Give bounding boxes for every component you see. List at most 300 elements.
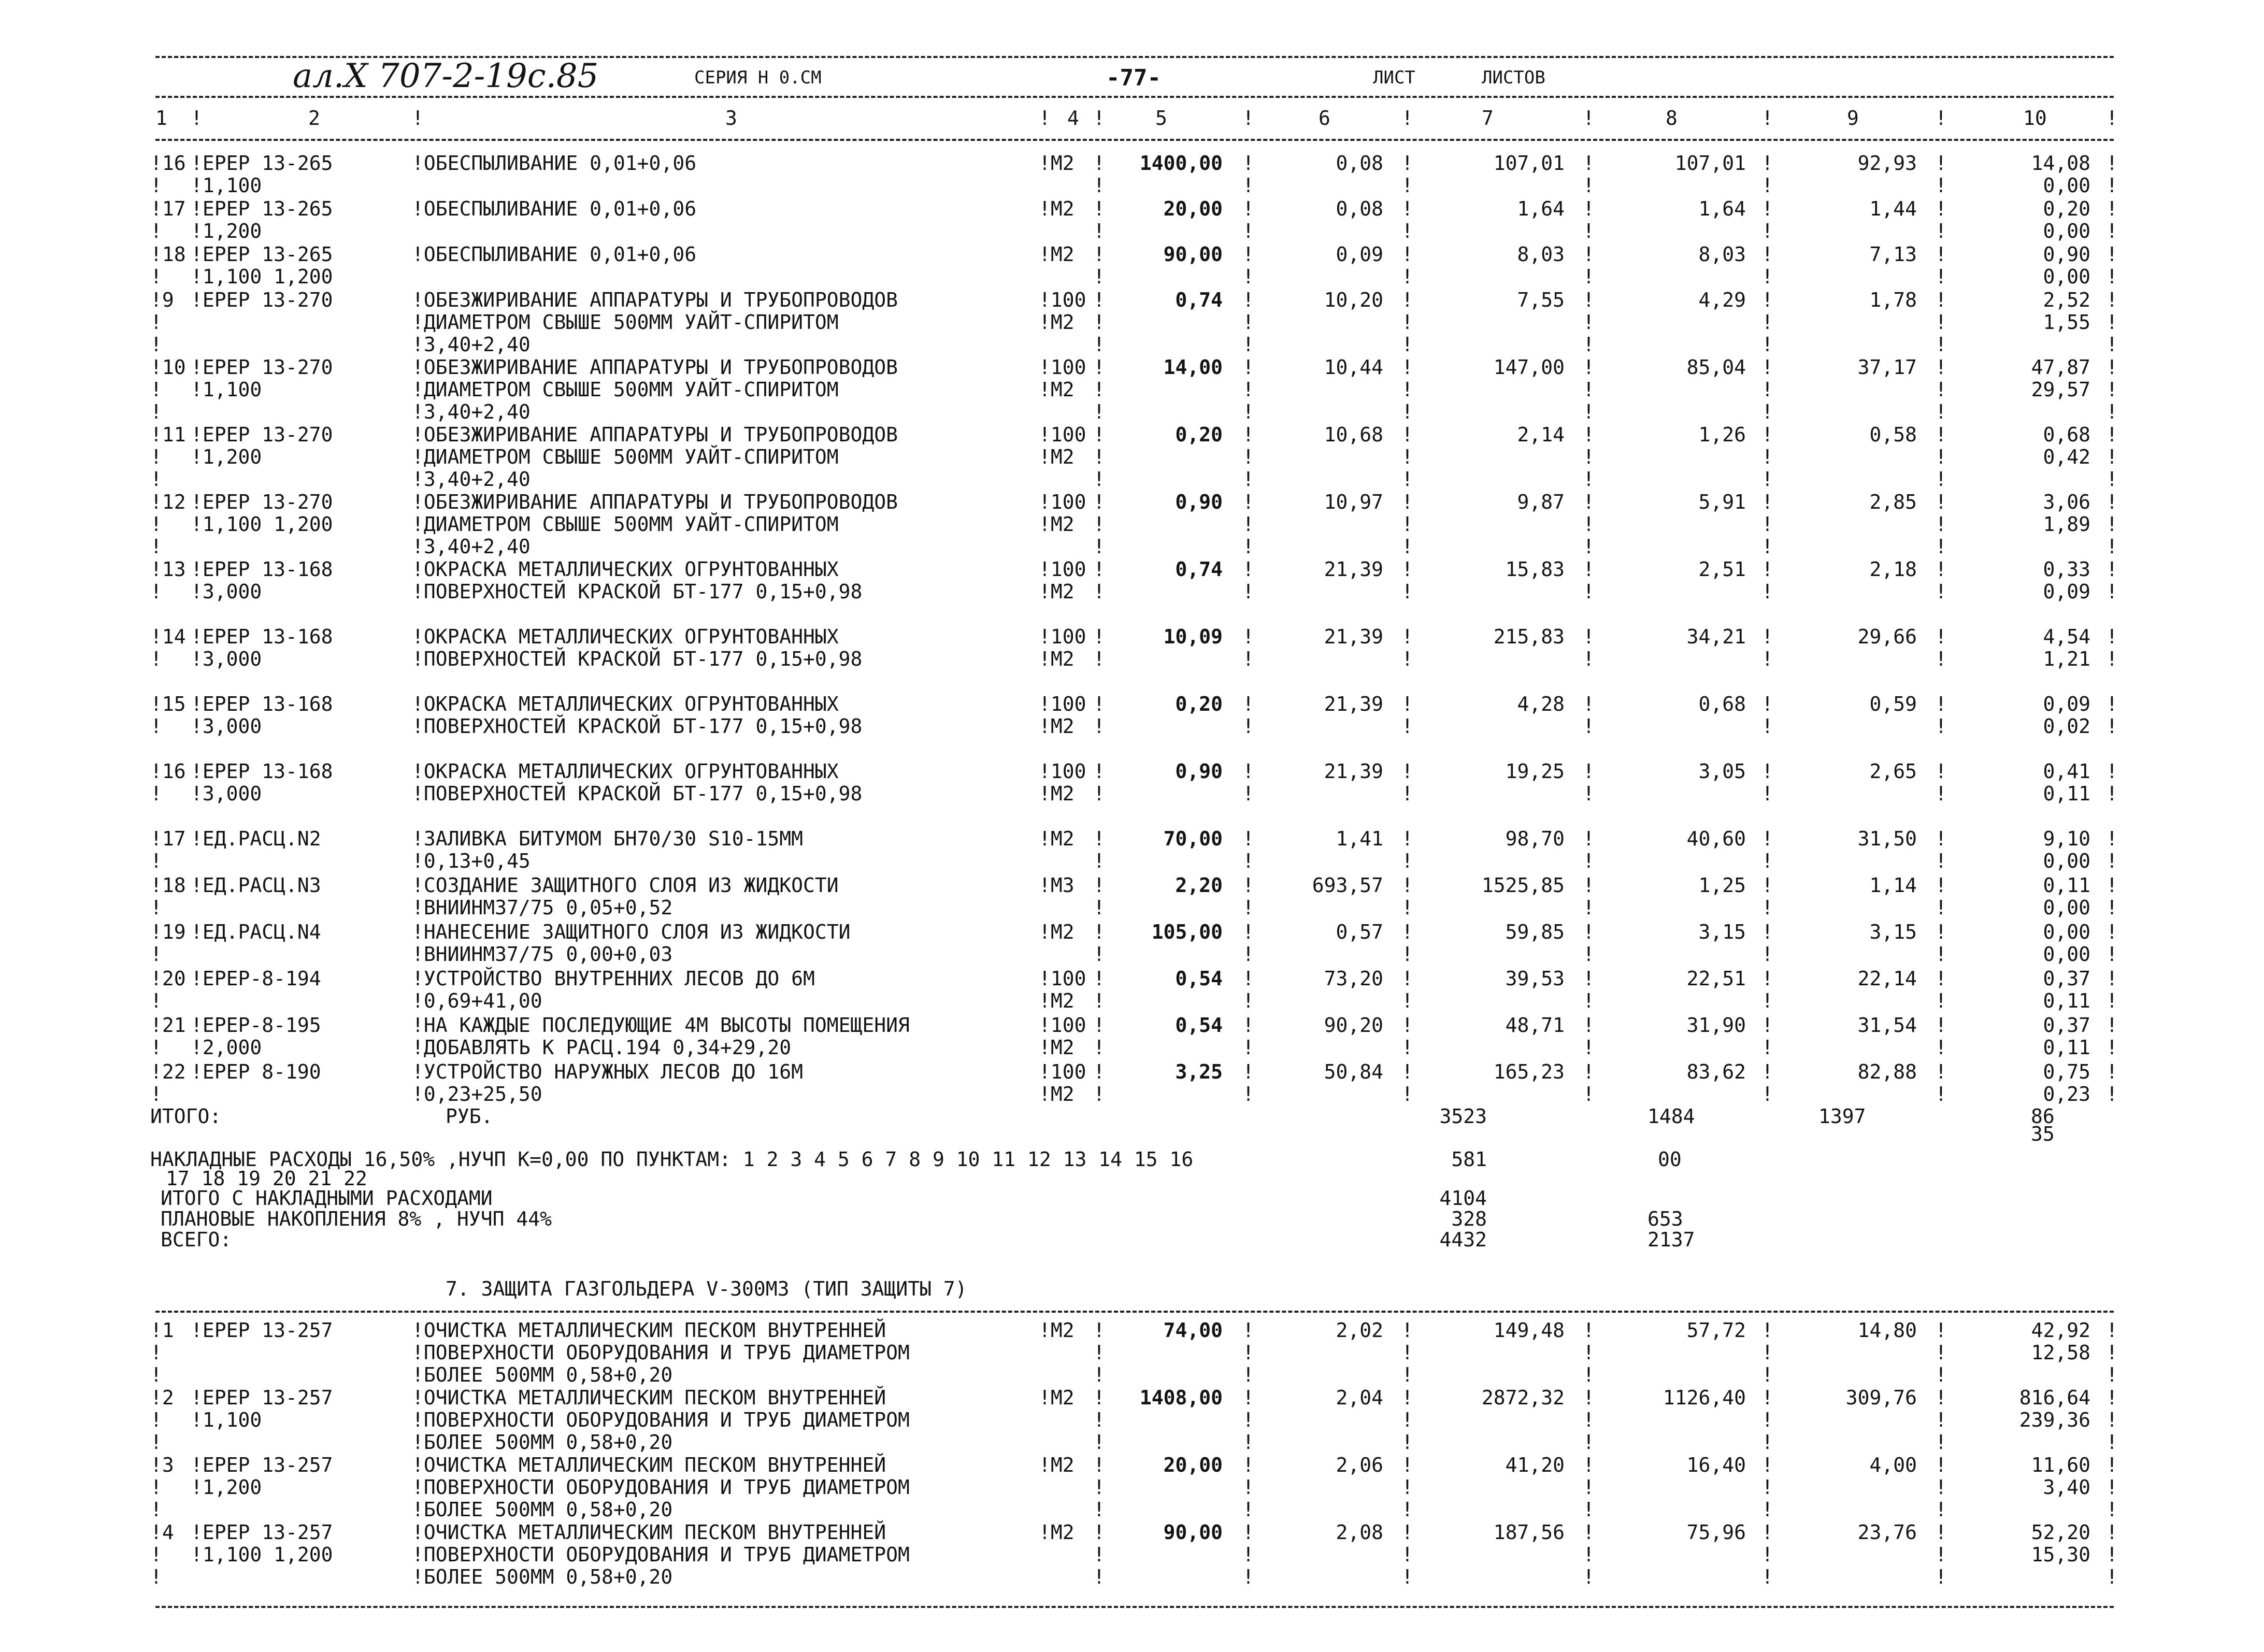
column-separator: ! xyxy=(1583,1409,1595,1431)
column-separator: ! xyxy=(150,535,162,558)
row-col10: 0,09 xyxy=(2043,580,2090,603)
column-separator: ! xyxy=(1093,197,1105,220)
row-col6: 693,57 xyxy=(1312,874,1383,897)
row-col6: 21,39 xyxy=(1324,693,1383,715)
row-description: !ОБЕСПЫЛИВАНИЕ 0,01+0,06 xyxy=(412,243,697,266)
column-separator: ! xyxy=(1583,1014,1595,1037)
column-separator: ! xyxy=(1761,468,1773,491)
row-col10: 1,21 xyxy=(2043,648,2090,670)
column-separator: ! xyxy=(1242,289,1254,311)
column-number: 2 xyxy=(308,107,320,130)
column-separator: ! xyxy=(2106,311,2118,334)
column-separator: ! xyxy=(1583,580,1595,603)
column-separator: ! xyxy=(1761,265,1773,288)
table-row xyxy=(0,625,2264,669)
column-separator: ! xyxy=(1935,423,1947,446)
row-number: !10 xyxy=(150,356,186,379)
column-separator: ! xyxy=(1935,967,1947,990)
row-unit: !М2 xyxy=(1039,1386,1074,1409)
column-separator: ! xyxy=(1583,220,1595,242)
column-separator: ! xyxy=(2106,1083,2118,1105)
column-number: 6 xyxy=(1319,107,1330,130)
row-code-sub: !1,200 xyxy=(191,1476,262,1499)
row-quantity: 0,20 xyxy=(1175,693,1223,715)
row-code: !ЕРЕР 13-265 xyxy=(191,197,333,220)
series-label: СЕРИЯ Н 0.СМ xyxy=(694,67,822,88)
sheet-label: ЛИСТ xyxy=(1373,67,1415,88)
column-separator: ! xyxy=(1401,491,1413,513)
column-number: 7 xyxy=(1482,107,1494,130)
column-separator: ! xyxy=(1761,152,1773,175)
row-col6: 21,39 xyxy=(1324,558,1383,581)
column-separator: ! xyxy=(1093,311,1105,334)
column-separator: ! xyxy=(1935,491,1947,513)
column-separator: ! xyxy=(150,782,162,805)
row-code: !ЕРЕР 13-257 xyxy=(191,1319,333,1342)
column-separator: ! xyxy=(1935,1476,1947,1499)
column-separator: ! xyxy=(1242,333,1254,356)
table-row xyxy=(0,423,2264,490)
column-separator: ! xyxy=(1093,1521,1105,1544)
row-col9: 23,76 xyxy=(1857,1521,1917,1544)
column-separator: ! xyxy=(1401,1565,1413,1588)
row-col10: 0,00 xyxy=(2043,265,2090,288)
column-separator: ! xyxy=(1583,943,1595,966)
column-separator: ! xyxy=(2106,265,2118,288)
total-col8: 2137 xyxy=(1647,1228,1695,1251)
column-separator: ! xyxy=(1935,1014,1947,1037)
total-col7: 4432 xyxy=(1439,1228,1487,1251)
column-separator: ! xyxy=(1093,827,1105,850)
column-separator: ! xyxy=(1093,1386,1105,1409)
table-row xyxy=(0,1453,2264,1520)
row-number: !12 xyxy=(150,491,186,513)
row-col9: 29,66 xyxy=(1857,625,1917,648)
row-col10: 11,60 xyxy=(2031,1454,2090,1476)
column-separator: ! xyxy=(1242,446,1254,468)
column-separator: ! xyxy=(2106,1454,2118,1476)
column-separator: ! xyxy=(1935,1036,1947,1059)
column-separator: ! xyxy=(1935,513,1947,536)
row-col10: 12,58 xyxy=(2031,1341,2090,1364)
row-description: !БОЛЕЕ 500ММ 0,58+0,20 xyxy=(412,1498,673,1521)
column-separator: ! xyxy=(2106,715,2118,738)
column-separator: ! xyxy=(1401,311,1413,334)
row-quantity: 70,00 xyxy=(1163,827,1223,850)
column-separator: ! xyxy=(1401,152,1413,175)
row-col10: 0,37 xyxy=(2043,967,2090,990)
column-separator: ! xyxy=(1583,243,1595,266)
column-separator: ! xyxy=(1583,693,1595,715)
column-separator: ! xyxy=(1935,850,1947,872)
row-col10: 0,00 xyxy=(2043,943,2090,966)
column-separator: ! xyxy=(1583,491,1595,513)
column-separator: ! xyxy=(1093,423,1105,446)
column-separator: ! xyxy=(1093,468,1105,491)
row-col10: 0,11 xyxy=(2043,874,2090,897)
row-code-sub: !1,100 1,200 xyxy=(191,1543,333,1566)
row-col9: 1,14 xyxy=(1869,874,1917,897)
column-separator: ! xyxy=(1935,535,1947,558)
total-label: ВСЕГО: xyxy=(161,1228,232,1251)
column-separator: ! xyxy=(1583,1543,1595,1566)
row-col7: 147,00 xyxy=(1493,356,1565,379)
column-separator: ! xyxy=(1242,1476,1254,1499)
row-col6: 50,84 xyxy=(1324,1060,1383,1083)
column-separator: ! xyxy=(1935,174,1947,197)
column-separator: ! xyxy=(1935,760,1947,783)
row-unit: !М2 xyxy=(1039,378,1074,401)
row-col7: 2872,32 xyxy=(1481,1386,1565,1409)
column-separator: ! xyxy=(1761,491,1773,513)
row-col8: 75,96 xyxy=(1686,1521,1746,1544)
bottom-rule xyxy=(155,1606,2114,1608)
column-separator: ! xyxy=(1242,1498,1254,1521)
column-separator: ! xyxy=(1401,850,1413,872)
column-separator: ! xyxy=(1761,850,1773,872)
column-separator: ! xyxy=(1039,107,1051,130)
column-separator: ! xyxy=(2106,220,2118,242)
row-description: !ОБЕЗЖИРИВАНИЕ АППАРАТУРЫ И ТРУБОПРОВОДОВ xyxy=(412,356,898,379)
column-separator: ! xyxy=(2106,1431,2118,1454)
column-separator: ! xyxy=(1761,1498,1773,1521)
table-row xyxy=(0,1013,2264,1058)
column-separator: ! xyxy=(1761,356,1773,379)
row-description: !СОЗДАНИЕ ЗАЩИТНОГО СЛОЯ ИЗ ЖИДКОСТИ xyxy=(412,874,839,897)
column-separator: ! xyxy=(1583,400,1595,423)
column-separator: ! xyxy=(150,1565,162,1588)
row-quantity: 105,00 xyxy=(1151,921,1223,943)
row-unit: !М2 xyxy=(1039,1036,1074,1059)
column-separator: ! xyxy=(1583,333,1595,356)
row-description: !3,40+2,40 xyxy=(412,468,531,491)
column-separator: ! xyxy=(1093,1454,1105,1476)
column-separator: ! xyxy=(1093,693,1105,715)
column-separator: ! xyxy=(150,1476,162,1499)
column-number-rule xyxy=(155,139,2114,141)
column-separator: ! xyxy=(1242,468,1254,491)
column-separator: ! xyxy=(150,468,162,491)
row-col10: 0,33 xyxy=(2043,558,2090,581)
row-number: !16 xyxy=(150,760,186,783)
column-separator: ! xyxy=(1761,896,1773,919)
row-description: !ОБЕСПЫЛИВАНИЕ 0,01+0,06 xyxy=(412,197,697,220)
column-separator: ! xyxy=(1093,648,1105,670)
column-separator: ! xyxy=(1761,558,1773,581)
row-col8: 1126,40 xyxy=(1663,1386,1746,1409)
row-description: !3,40+2,40 xyxy=(412,400,531,423)
row-quantity: 74,00 xyxy=(1163,1319,1223,1342)
sheets-label: ЛИСТОВ xyxy=(1482,67,1545,88)
column-separator: ! xyxy=(2106,580,2118,603)
section-7-rule xyxy=(155,1311,2114,1313)
row-number: !18 xyxy=(150,243,186,266)
column-separator: ! xyxy=(1093,1060,1105,1083)
column-separator: ! xyxy=(150,513,162,536)
header-rule xyxy=(155,96,2114,98)
table-row xyxy=(0,1386,2264,1453)
column-separator: ! xyxy=(1093,967,1105,990)
row-col7: 9,87 xyxy=(1517,491,1565,513)
row-unit: !М2 xyxy=(1039,827,1074,850)
column-separator: ! xyxy=(1583,265,1595,288)
column-separator: ! xyxy=(1401,874,1413,897)
row-col7: 165,23 xyxy=(1493,1060,1565,1083)
row-quantity: 0,54 xyxy=(1175,967,1223,990)
column-separator: ! xyxy=(2106,1319,2118,1342)
column-separator: ! xyxy=(1093,289,1105,311)
column-separator: ! xyxy=(1242,558,1254,581)
row-code-sub: !1,100 1,200 xyxy=(191,265,333,288)
row-col6: 90,20 xyxy=(1324,1014,1383,1037)
column-separator: ! xyxy=(1401,782,1413,805)
row-unit: !М2 xyxy=(1039,715,1074,738)
column-separator: ! xyxy=(1242,648,1254,670)
column-separator: ! xyxy=(1093,513,1105,536)
row-unit: !М2 xyxy=(1039,989,1074,1012)
table-row xyxy=(0,873,2264,918)
row-col8: 3,05 xyxy=(1698,760,1746,783)
row-unit: !М2 xyxy=(1039,1521,1074,1544)
column-separator: ! xyxy=(1935,896,1947,919)
column-separator: ! xyxy=(1401,760,1413,783)
row-col10: 0,11 xyxy=(2043,989,2090,1012)
row-number: !17 xyxy=(150,827,186,850)
column-separator: ! xyxy=(1401,1060,1413,1083)
table-row xyxy=(0,692,2264,737)
table-row xyxy=(0,490,2264,557)
row-col9: 31,50 xyxy=(1857,827,1917,850)
row-col7: 1525,85 xyxy=(1481,874,1565,897)
column-separator: ! xyxy=(1093,896,1105,919)
column-separator: ! xyxy=(1583,850,1595,872)
itogo-label: ИТОГО: xyxy=(150,1105,222,1128)
column-separator: ! xyxy=(1761,1060,1773,1083)
row-quantity: 0,20 xyxy=(1175,423,1223,446)
column-separator: ! xyxy=(1935,311,1947,334)
column-separator: ! xyxy=(1583,174,1595,197)
row-quantity: 0,74 xyxy=(1175,289,1223,311)
column-separator: ! xyxy=(150,715,162,738)
row-description: !БОЛЕЕ 500ММ 0,58+0,20 xyxy=(412,1565,673,1588)
row-col7: 215,83 xyxy=(1493,625,1565,648)
column-separator: ! xyxy=(1242,715,1254,738)
column-separator: ! xyxy=(1242,874,1254,897)
column-separator: ! xyxy=(1093,1498,1105,1521)
column-separator: ! xyxy=(1583,468,1595,491)
with-overhead-col7: 4104 xyxy=(1439,1187,1487,1210)
row-unit: !100 xyxy=(1039,1060,1086,1083)
row-col6: 0,08 xyxy=(1336,197,1383,220)
row-unit: !100 xyxy=(1039,356,1086,379)
row-col7: 7,55 xyxy=(1517,289,1565,311)
column-separator: ! xyxy=(1761,827,1773,850)
row-col10: 42,92 xyxy=(2031,1319,2090,1342)
planned-col7: 328 xyxy=(1451,1208,1487,1230)
row-description: !ОКРАСКА МЕТАЛЛИЧЕСКИХ ОГРУНТОВАННЫХ xyxy=(412,625,839,648)
section-7-title: 7. ЗАЩИТА ГАЗГОЛЬДЕРА V-300М3 (ТИП ЗАЩИТЫ 7) xyxy=(446,1277,967,1300)
row-col10: 0,00 xyxy=(2043,921,2090,943)
column-separator: ! xyxy=(1761,1083,1773,1105)
column-separator: ! xyxy=(1935,356,1947,379)
row-code: !ЕРЕР 13-257 xyxy=(191,1521,333,1544)
row-col10: 0,00 xyxy=(2043,174,2090,197)
row-unit: !100 xyxy=(1039,693,1086,715)
column-separator: ! xyxy=(1242,378,1254,401)
row-code-sub: !3,000 xyxy=(191,648,262,670)
row-col9: 4,00 xyxy=(1869,1454,1917,1476)
row-code-sub: !1,100 1,200 xyxy=(191,513,333,536)
row-quantity: 0,90 xyxy=(1175,760,1223,783)
column-separator: ! xyxy=(1242,1409,1254,1431)
row-quantity: 0,74 xyxy=(1175,558,1223,581)
column-separator: ! xyxy=(1935,1409,1947,1431)
row-col7: 149,48 xyxy=(1493,1319,1565,1342)
table-row xyxy=(0,355,2264,422)
column-separator: ! xyxy=(1401,423,1413,446)
row-col8: 85,04 xyxy=(1686,356,1746,379)
column-separator: ! xyxy=(1401,921,1413,943)
column-separator: ! xyxy=(1583,921,1595,943)
column-separator: ! xyxy=(1242,1341,1254,1364)
column-separator: ! xyxy=(150,850,162,872)
row-col10: 52,20 xyxy=(2031,1521,2090,1544)
row-description: !ДИАМЕТРОМ СВЫШЕ 500ММ УАЙТ-СПИРИТОМ xyxy=(412,311,839,334)
row-quantity: 3,25 xyxy=(1175,1060,1223,1083)
column-separator: ! xyxy=(2106,1409,2118,1431)
row-col6: 10,97 xyxy=(1324,491,1383,513)
row-description: !ДИАМЕТРОМ СВЫШЕ 500ММ УАЙТ-СПИРИТОМ xyxy=(412,513,839,536)
row-number: !3 xyxy=(150,1454,174,1476)
column-separator: ! xyxy=(1583,1083,1595,1105)
row-col10: 0,00 xyxy=(2043,896,2090,919)
row-col8: 40,60 xyxy=(1686,827,1746,850)
column-separator: ! xyxy=(1401,468,1413,491)
column-separator: ! xyxy=(1761,333,1773,356)
column-separator: ! xyxy=(1242,827,1254,850)
column-separator: ! xyxy=(1935,1341,1947,1364)
column-separator: ! xyxy=(2106,468,2118,491)
column-separator: ! xyxy=(2106,446,2118,468)
column-separator: ! xyxy=(1401,220,1413,242)
row-col7: 8,03 xyxy=(1517,243,1565,266)
column-separator: ! xyxy=(1093,715,1105,738)
itogo-col9: 1397 xyxy=(1818,1105,1866,1128)
column-separator: ! xyxy=(1093,220,1105,242)
column-separator: ! xyxy=(1093,760,1105,783)
column-separator: ! xyxy=(2106,107,2118,130)
column-separator: ! xyxy=(1093,446,1105,468)
column-separator: ! xyxy=(2106,197,2118,220)
row-description: !ДОБАВЛЯТЬ К РАСЦ.194 0,34+29,20 xyxy=(412,1036,792,1059)
column-separator: ! xyxy=(1242,220,1254,242)
column-separator: ! xyxy=(1761,1386,1773,1409)
table-row xyxy=(0,288,2264,355)
row-col7: 59,85 xyxy=(1505,921,1565,943)
column-separator: ! xyxy=(1583,1036,1595,1059)
row-unit: !М2 xyxy=(1039,580,1074,603)
row-col6: 1,41 xyxy=(1336,827,1383,850)
row-col8: 22,51 xyxy=(1686,967,1746,990)
row-description: !БОЛЕЕ 500ММ 0,58+0,20 xyxy=(412,1431,673,1454)
column-separator: ! xyxy=(1583,1431,1595,1454)
row-unit: !100 xyxy=(1039,1014,1086,1037)
row-code: !ЕРЕР 13-168 xyxy=(191,760,333,783)
row-code: !ЕРЕР 13-270 xyxy=(191,356,333,379)
column-separator: ! xyxy=(1242,1363,1254,1386)
column-separator: ! xyxy=(1093,1409,1105,1431)
column-separator: ! xyxy=(2106,333,2118,356)
row-col7: 2,14 xyxy=(1517,423,1565,446)
column-separator: ! xyxy=(1761,400,1773,423)
column-separator: ! xyxy=(1583,1565,1595,1588)
column-separator: ! xyxy=(1761,989,1773,1012)
column-separator: ! xyxy=(1401,715,1413,738)
column-separator: ! xyxy=(1935,333,1947,356)
column-separator: ! xyxy=(1242,423,1254,446)
row-number: !19 xyxy=(150,921,186,943)
row-code-sub: !3,000 xyxy=(191,782,262,805)
column-separator: ! xyxy=(1242,1565,1254,1588)
row-unit: !100 xyxy=(1039,760,1086,783)
row-col9: 7,13 xyxy=(1869,243,1917,266)
column-number: 5 xyxy=(1155,107,1167,130)
column-separator: ! xyxy=(1761,943,1773,966)
column-separator: ! xyxy=(150,311,162,334)
column-separator: ! xyxy=(1761,1521,1773,1544)
column-separator: ! xyxy=(1761,220,1773,242)
column-separator: ! xyxy=(1401,625,1413,648)
column-separator: ! xyxy=(1401,400,1413,423)
row-unit: !М2 xyxy=(1039,243,1074,266)
column-separator: ! xyxy=(150,896,162,919)
column-separator: ! xyxy=(150,1083,162,1105)
column-separator: ! xyxy=(1093,356,1105,379)
column-separator: ! xyxy=(150,265,162,288)
column-separator: ! xyxy=(1761,107,1773,130)
column-separator: ! xyxy=(2106,243,2118,266)
column-separator: ! xyxy=(2106,827,2118,850)
column-separator: ! xyxy=(1242,1060,1254,1083)
column-separator: ! xyxy=(150,174,162,197)
column-separator: ! xyxy=(1761,715,1773,738)
row-col7: 1,64 xyxy=(1517,197,1565,220)
row-code: !ЕРЕР 13-270 xyxy=(191,423,333,446)
row-col8: 0,68 xyxy=(1698,693,1746,715)
row-description: !ОЧИСТКА МЕТАЛЛИЧЕСКИМ ПЕСКОМ ВНУТРЕННЕЙ xyxy=(412,1319,886,1342)
column-separator: ! xyxy=(1093,1543,1105,1566)
column-separator: ! xyxy=(1093,265,1105,288)
table-row xyxy=(0,1520,2264,1587)
column-separator: ! xyxy=(1242,967,1254,990)
column-separator: ! xyxy=(1935,648,1947,670)
column-separator: ! xyxy=(1093,921,1105,943)
itogo-col7: 3523 xyxy=(1439,1105,1487,1128)
column-separator: ! xyxy=(2106,693,2118,715)
row-code: !ЕРЕР 13-270 xyxy=(191,491,333,513)
column-separator: ! xyxy=(150,378,162,401)
row-col10: 47,87 xyxy=(2031,356,2090,379)
column-separator: ! xyxy=(150,1341,162,1364)
row-description: !ПОВЕРХНОСТЕЙ КРАСКОЙ БТ-177 0,15+0,98 xyxy=(412,580,863,603)
row-col9: 0,58 xyxy=(1869,423,1917,446)
row-col8: 1,26 xyxy=(1698,423,1746,446)
column-separator: ! xyxy=(1401,1014,1413,1037)
column-separator: ! xyxy=(1935,580,1947,603)
column-separator: ! xyxy=(1761,1363,1773,1386)
row-col7: 107,01 xyxy=(1493,152,1565,175)
column-separator: ! xyxy=(1401,1386,1413,1409)
